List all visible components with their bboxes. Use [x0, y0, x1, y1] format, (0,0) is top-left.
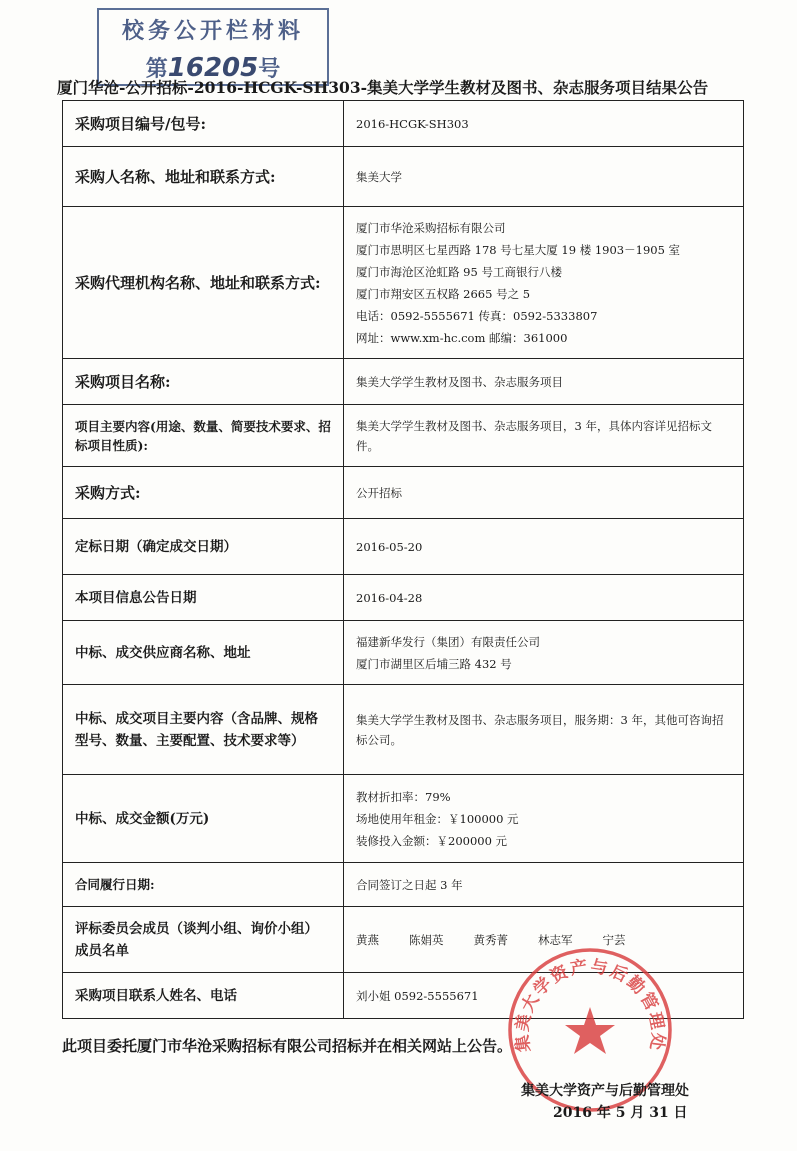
- signature-date: 2016 年 5 月 31 日: [553, 1105, 688, 1121]
- stamp-number: 16205: [167, 53, 259, 83]
- row-label: 采购项目名称:: [63, 359, 344, 405]
- table-row: [63, 519, 744, 575]
- agency-address-1: 厦门市思明区七星西路 178 号七星大厦 19 楼 1903－1905 室: [356, 242, 681, 257]
- agency-address-2: 厦门市海沧区沧虹路 95 号工商银行八楼: [356, 264, 562, 279]
- table-row: [63, 405, 744, 467]
- row-value: [344, 907, 744, 973]
- row-value: 集美大学: [344, 147, 744, 207]
- table-row: [63, 359, 744, 405]
- row-value: 2016-HCGK-SH303: [344, 101, 744, 147]
- table-row: [63, 685, 744, 775]
- stamp-prefix: 第: [145, 56, 168, 82]
- committee-member: 黄燕: [356, 932, 379, 947]
- table-row: [63, 907, 744, 973]
- table-row: [63, 863, 744, 907]
- supplier-address: 厦门市湖里区后埔三路 432 号: [356, 656, 512, 671]
- agency-phone-fax: 电话：0592-5555671 传真：0592-5333807: [356, 308, 598, 323]
- row-value: 集美大学学生教材及图书、杂志服务项目，服务期：3 年，其他可咨询招标公司。: [344, 685, 744, 775]
- table-row: [63, 467, 744, 519]
- row-value: [344, 207, 744, 359]
- row-value: 2016-04-28: [344, 575, 744, 621]
- table-row: [63, 621, 744, 685]
- row-label: 评标委员会成员（谈判小组、询价小组）成员名单: [63, 907, 344, 973]
- row-value: [344, 621, 744, 685]
- row-value: 刘小姐 0592-5555671: [344, 973, 744, 1019]
- row-label: 采购方式:: [63, 467, 344, 519]
- agency-name: 厦门市华沧采购招标有限公司: [356, 220, 506, 235]
- table-row: [63, 973, 744, 1019]
- row-label: 中标、成交项目主要内容（含品牌、规格型号、数量、主要配置、技术要求等）: [63, 685, 344, 775]
- row-value: 2016-05-20: [344, 519, 744, 575]
- discount-rate: 教材折扣率：79%: [356, 789, 451, 804]
- row-value: [344, 775, 744, 863]
- stamp-suffix: 号: [258, 56, 281, 82]
- committee-member: 林志军: [538, 932, 573, 947]
- committee-member: 陈娟英: [409, 932, 444, 947]
- annual-rent: 场地使用年租金：￥100000 元: [356, 811, 519, 826]
- row-value: 集美大学学生教材及图书、杂志服务项目: [344, 359, 744, 405]
- row-label: 本项目信息公告日期: [63, 575, 344, 621]
- row-label: 中标、成交供应商名称、地址: [63, 621, 344, 685]
- seal-text: 集美大学资产与后勤管理处: [512, 956, 668, 1054]
- agency-address-3: 厦门市翔安区五权路 2665 号之 5: [356, 286, 531, 301]
- table-row: [63, 775, 744, 863]
- table-row: [63, 575, 744, 621]
- committee-member: 宁芸: [602, 932, 626, 947]
- stamp-title: 校务公开栏材料: [121, 18, 304, 44]
- row-label: 定标日期（确定成交日期）: [63, 519, 344, 575]
- renovation-amount: 装修投入金额：￥200000 元: [356, 833, 508, 848]
- supplier-name: 福建新华发行（集团）有限责任公司: [356, 634, 540, 649]
- row-value: 集美大学学生教材及图书、杂志服务项目，3 年，具体内容详见招标文件。: [344, 405, 744, 467]
- row-label: 合同履行日期:: [63, 863, 344, 907]
- row-label: 项目主要内容(用途、数量、简要技术要求、招标项目性质):: [63, 405, 344, 467]
- table-row: [63, 147, 744, 207]
- page-title: 厦门华沧-公开招标-2016-HCGK-SH303-集美大学学生教材及图书、杂志服务项目结果公告: [57, 78, 709, 97]
- footer-note: 此项目委托厦门市华沧采购招标有限公司招标并在相关网站上公告。: [62, 1037, 513, 1055]
- row-label: 采购项目编号/包号:: [63, 101, 344, 147]
- table-row: [63, 207, 744, 359]
- row-label: 采购人名称、地址和联系方式:: [63, 147, 344, 207]
- signature-org: 集美大学资产与后勤管理处: [521, 1083, 689, 1099]
- row-value: 公开招标: [344, 467, 744, 519]
- committee-member: 黄秀菁: [473, 932, 508, 947]
- row-label: 采购代理机构名称、地址和联系方式:: [63, 207, 344, 359]
- agency-web-postcode: 网址：www.xm-hc.com 邮编：361000: [356, 330, 568, 345]
- row-label: 采购项目联系人姓名、电话: [63, 973, 344, 1019]
- announcement-table: [62, 100, 744, 1019]
- row-value: 合同签订之日起 3 年: [344, 863, 744, 907]
- table-row: [63, 101, 744, 147]
- archive-stamp: [97, 8, 329, 86]
- row-label: 中标、成交金额(万元): [63, 775, 344, 863]
